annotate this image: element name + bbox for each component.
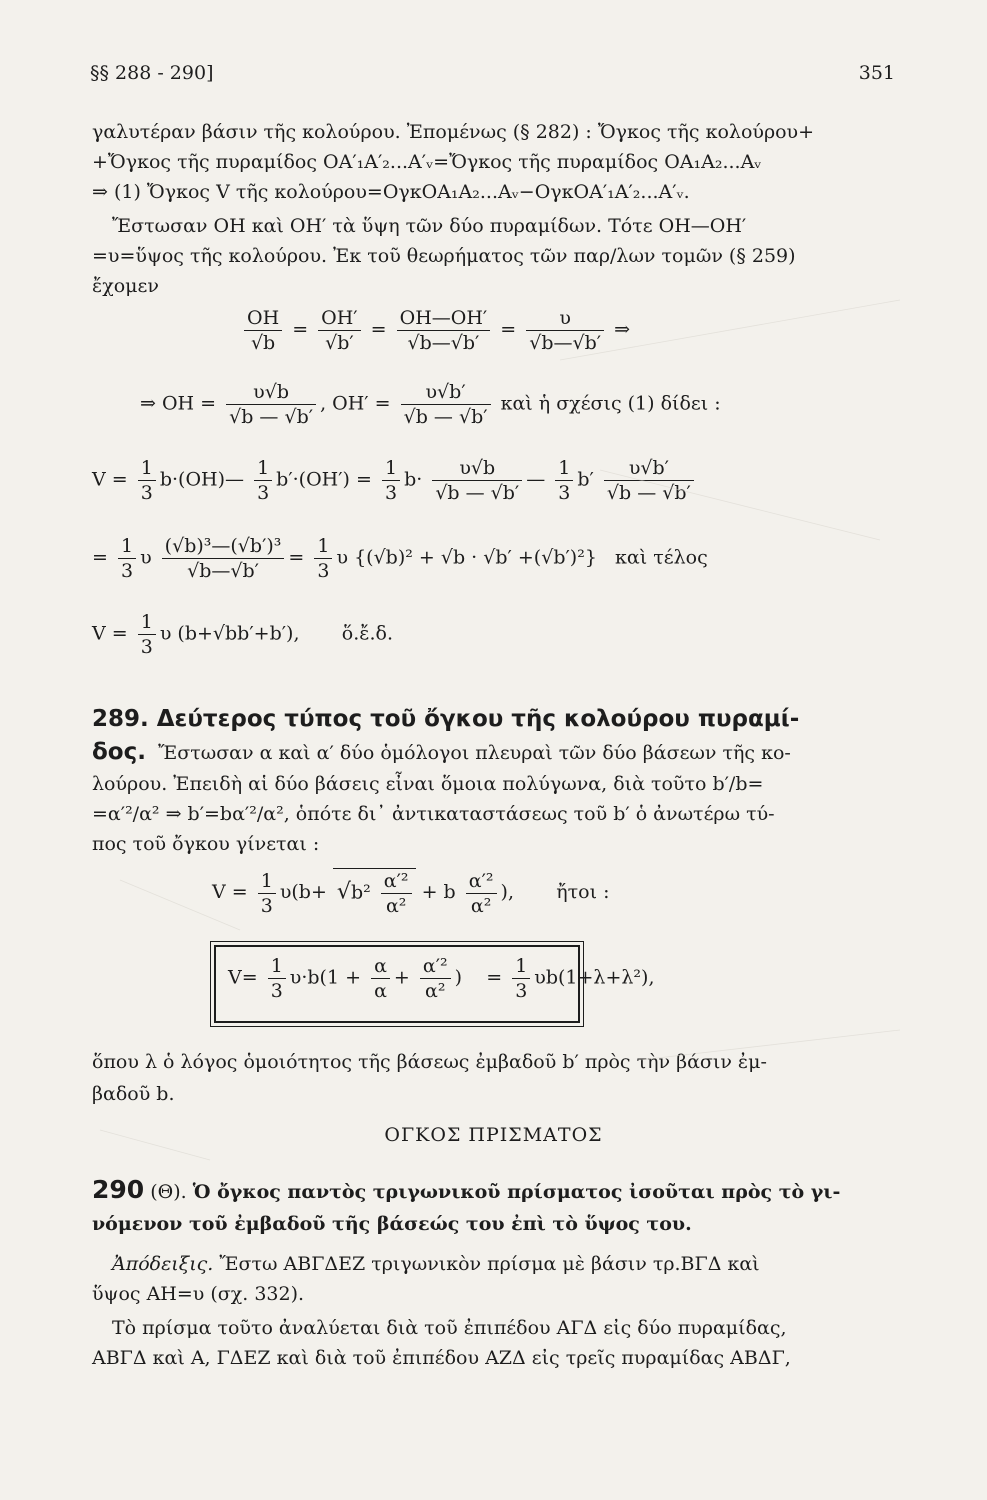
equation-heights: ⇒ ΟΗ = $\frac{\upsilon√b}{√b — √b'}$ , ΟΗ′ = $\frac{\upsilon√b'}{√b — √b'}$ καὶ ἡ σχέσις (1) δίδει : [140,381,721,428]
equation-volume-expansion: V = $\frac{1}{3}$ b·(ΟΗ)— $\frac{1}{3}$ b′·(ΟΗ′) = $\frac{1}{3}$ b· $\frac{\upsilon√b}{√b — √b'}$ — $\frac{1}{3}$ b′ $\frac{\upsilon√b'}{√b — √b'}$ [92,456,698,505]
text-line: Ἀπόδειξις. Ἔστω ΑΒΓΔΕΖ τριγωνικὸν πρίσμα μὲ βάσιν τρ.ΒΓΔ καὶ [112,1253,760,1275]
text-line: ΑΒΓΔ καὶ Α, ΓΔΕΖ καὶ διὰ τοῦ ἐπιπέδου ΑΖΔ εἰς τρεῖς πυραμίδας ΑΒΔΓ, [92,1347,791,1369]
text-line: πος τοῦ ὄγκου γίνεται : [92,833,320,855]
equation-substitution: V = $\frac{1}{3}$ υ(b+ √b² $\frac{\text{α′²}}{\text{α²}}$ + b $\frac{\text{α′²}}{\text{α²}}$ ), ἤτοι : [212,869,610,917]
theorem-290: 290 (Θ). Ὁ ὄγκος παντὸς τριγωνικοῦ πρίσματος ἰσοῦται πρὸς τὸ γι- [92,1175,841,1204]
text-line: δος. Ἔστωσαν α καὶ α′ δύο ὁμόλογοι πλευραὶ τῶν δύο βάσεων τῆς κο- [92,739,791,765]
text-line: =α′²/α² ⇒ b′=bα′²/α², ὁπότε δι᾽ ἀντικαταστάσεως τοῦ b′ ὁ ἀνωτέρω τύ- [92,803,775,825]
text-line: ἔχομεν [92,275,159,297]
page-number: 351 [858,62,895,84]
text-line: ὕψος ΑΗ=υ (σχ. 332). [92,1283,305,1305]
equation-volume-final: V = $\frac{1}{3}$ υ (b+√bb′+b′), ὅ.ἔ.δ. [92,611,393,658]
text-line: ⇒ (1) Ὄγκος V τῆς κολούρου=ΟγκΟΑ₁Α₂...Αᵥ−ΟγκΟΑ′₁Α′₂...Α′ᵥ. [92,181,690,203]
equation-ratios: $\frac{OH}{√b}$ = $\frac{OH'}{√b'}$ = $\frac{OH—OH'}{√b—√b'}$ = $\frac{\upsilon}{√b—√b'}$ ⇒ [240,306,630,355]
text-line: γαλυτέραν βάσιν τῆς κολούρου. Ἐπομένως (§ 282) : Ὄγκος τῆς κολούρου+ [92,121,815,143]
equation-volume-simplified: = $\frac{1}{3}$ υ $\frac{\text{(√b)³—(√b′)³}}{√b—√b'}$ = $\frac{1}{3}$ υ {(√b)² + √b · √b′ +(√b′)²} καὶ τέλος [92,535,708,582]
text-line: +Ὄγκος τῆς πυραμίδος ΟΑ′₁Α′₂...Α′ᵥ=Ὄγκος τῆς πυραμίδος ΟΑ₁Α₂...Αᵥ [92,151,762,173]
section-heading-289: 289. Δεύτερος τύπος τοῦ ὄγκου τῆς κολούρου πυραμί- [92,706,800,732]
equation-boxed: V= $\frac{1}{3}$ υ·b(1 + $\frac{\alpha}{\alpha}$ + $\frac{\text{α′²}}{\text{α²}}$ ) = $\frac{1}{3}$ υb(1+λ+λ²), [228,955,655,1002]
text-line: ὅπου λ ὁ λόγος ὁμοιότητος τῆς βάσεως ἐμβαδοῦ b′ πρὸς τὴν βάσιν ἐμ- [92,1051,767,1073]
section-title: ΟΓΚΟΣ ΠΡΙΣΜΑΤΟΣ [384,1124,603,1146]
text-line: βαδοῦ b. [92,1083,175,1105]
section-range: §§ 288 - 290] [90,62,214,84]
text-line: Τὸ πρίσμα τοῦτο ἀναλύεται διὰ τοῦ ἐπιπέδου ΑΓΔ εἰς δύο πυραμίδας, [112,1317,787,1339]
text-line: Ἔστωσαν ΟΗ καὶ ΟΗ′ τὰ ὕψη τῶν δύο πυραμίδων. Τότε ΟΗ—ΟΗ′ [112,215,747,237]
text-line: νόμενον τοῦ ἐμβαδοῦ τῆς βάσεώς του ἐπὶ τὸ ὕψος του. [92,1213,692,1235]
text-line: λούρου. Ἐπειδὴ αἱ δύο βάσεις εἶναι ὅμοια πολύγωνα, διὰ τοῦτο b′/b= [92,773,764,795]
text-line: =υ=ὕψος τῆς κολούρου. Ἐκ τοῦ θεωρήματος τῶν παρ/λων τομῶν (§ 259) [92,245,796,267]
